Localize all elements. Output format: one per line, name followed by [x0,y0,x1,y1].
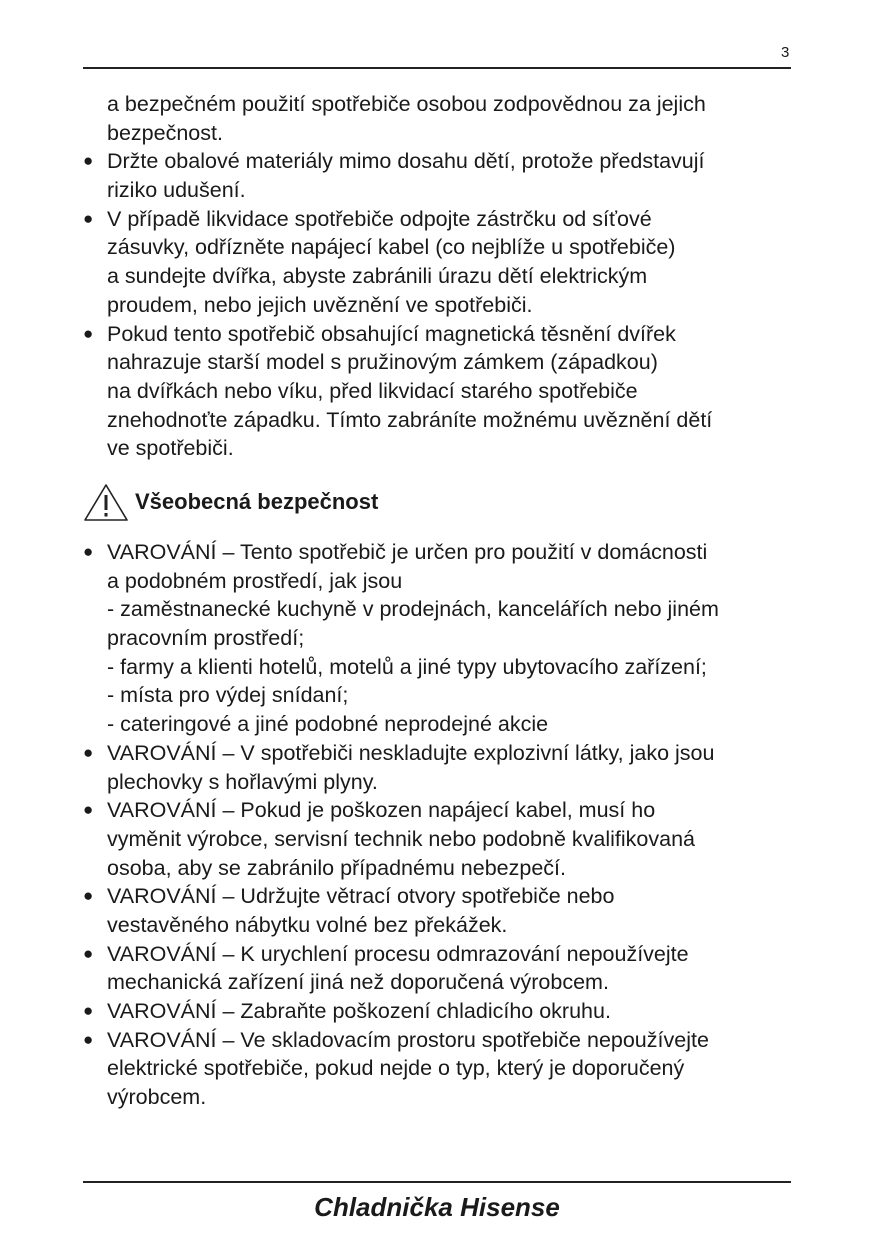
list-item-line [83,968,803,997]
line-text: plechovky s hořlavými plyny. [107,769,378,794]
list-item-line [83,262,803,291]
list-item-line [83,377,803,406]
bullet-icon: ● [83,886,94,906]
list-item-line [83,997,803,1026]
bullet-icon: ● [83,542,94,561]
line-text: Držte obalové materiály mimo dosahu dětí, protože představují [107,149,705,174]
line-text: zásuvky, odřízněte napájecí kabel (co nejblíže u spotřebiče) [107,235,676,260]
section-general-safety-list [83,538,803,1112]
list-item-line [83,233,803,262]
line-text: VAROVÁNÍ – Pokud je poškozen napájecí kabel, musí ho [107,798,656,823]
list-item-line [83,1083,803,1112]
line-text: osoba, aby se zabránilo případnému nebezpečí. [107,855,566,880]
list-item-line [83,854,803,883]
section-child-safety-list [83,90,803,463]
line-text: VAROVÁNÍ – Ve skladovacím prostoru spotřebiče nepoužívejte [107,1027,709,1052]
bullet-icon: ● [83,742,94,762]
bullet-icon: ● [83,323,94,343]
list-item-line [83,796,803,825]
list-item-line [83,147,803,176]
list-item-line [83,710,803,739]
list-item-line [83,90,803,119]
line-text: VAROVÁNÍ – V spotřebiči neskladujte explozivní látky, jako jsou [107,740,715,765]
list-item-line [83,653,803,682]
list-item-line [83,205,803,234]
line-text: proudem, nebo jejich uvěznění ve spotřebiči. [107,292,533,317]
footer-rule [83,1181,791,1183]
list-item-line [83,825,803,854]
line-text: mechanická zařízení jiná než doporučená výrobcem. [107,970,609,995]
section-heading [83,482,378,522]
line-text: znehodnoťte západku. Tímto zabráníte možnému uvěznění dětí [107,407,713,432]
bullet-icon: ● [83,1001,94,1020]
line-text: VAROVÁNÍ – Tento spotřebič je určen pro použití v domácnosti [107,540,708,564]
list-item-line [83,567,803,596]
line-text: nahrazuje starší model s pružinovým zámkem (západkou) [107,350,658,375]
line-text: - místa pro výdej snídaní; [107,683,349,708]
line-text: vestavěného nábytku volné bez překážek. [107,912,508,937]
list-item-line [83,320,803,349]
line-text: - cateringové a jiné podobné neprodejné akcie [107,712,549,737]
header-rule [83,67,791,69]
bullet-icon: ● [83,208,94,228]
line-text: V případě likvidace spotřebiče odpojte zástrčku od síťové [107,206,652,231]
list-item-line [83,882,803,911]
line-text: VAROVÁNÍ – Udržujte větrací otvory spotřebiče nebo [107,884,615,909]
list-item-line [83,291,803,320]
line-text: pracovním prostředí; [107,626,305,651]
bullet-icon: ● [83,800,94,820]
list-item-line [83,681,803,710]
footer-title: Chladnička Hisense [314,1192,560,1222]
list-item-line [83,538,803,567]
list-item-line [83,1054,803,1083]
line-text: - zaměstnanecké kuchyně v prodejnách, kancelářích nebo jiném [107,597,719,622]
list-item-line [83,624,803,653]
list-item-line [83,348,803,377]
page-number: 3 [781,44,790,61]
bullet-icon: ● [83,1029,94,1049]
line-text: vyměnit výrobce, servisní technik nebo podobně kvalifikovaná [107,826,695,851]
bullet-icon: ● [83,151,94,171]
list-item-line [83,739,803,768]
list-item-line [83,940,803,969]
line-text: - farmy a klienti hotelů, motelů a jiné typy ubytovacího zařízení; [107,654,707,679]
line-text: riziko udušení. [107,178,246,203]
line-text: a bezpečném použití spotřebiče osobou zodpovědnou za jejich [107,92,706,116]
bullet-icon: ● [83,943,94,963]
warning-triangle-icon [83,482,129,522]
line-text: a sundejte dvířka, abyste zabránili úrazu dětí elektrickým [107,264,648,289]
line-text: ve spotřebiči. [107,436,234,461]
list-item-line [83,406,803,435]
line-text: na dvířkách nebo víku, před likvidací starého spotřebiče [107,378,638,403]
list-item-line [83,434,803,463]
section-title: Všeobecná bezpečnost [135,489,379,514]
list-item-line [83,1026,803,1055]
list-item-line [83,768,803,797]
list-item-line [83,119,803,148]
list-item-line [83,911,803,940]
line-text: výrobcem. [107,1085,207,1110]
list-item-line [83,176,803,205]
line-text: VAROVÁNÍ – K urychlení procesu odmrazování nepoužívejte [107,941,689,966]
line-text: Pokud tento spotřebič obsahující magnetická těsnění dvířek [107,321,676,346]
line-text: elektrické spotřebiče, pokud nejde o typ, který je doporučený [107,1056,685,1081]
list-item-line [83,595,803,624]
line-text: bezpečnost. [107,120,223,145]
line-text: a podobném prostředí, jak jsou [107,568,403,593]
line-text: VAROVÁNÍ – Zabraňte poškození chladicího okruhu. [107,999,611,1023]
